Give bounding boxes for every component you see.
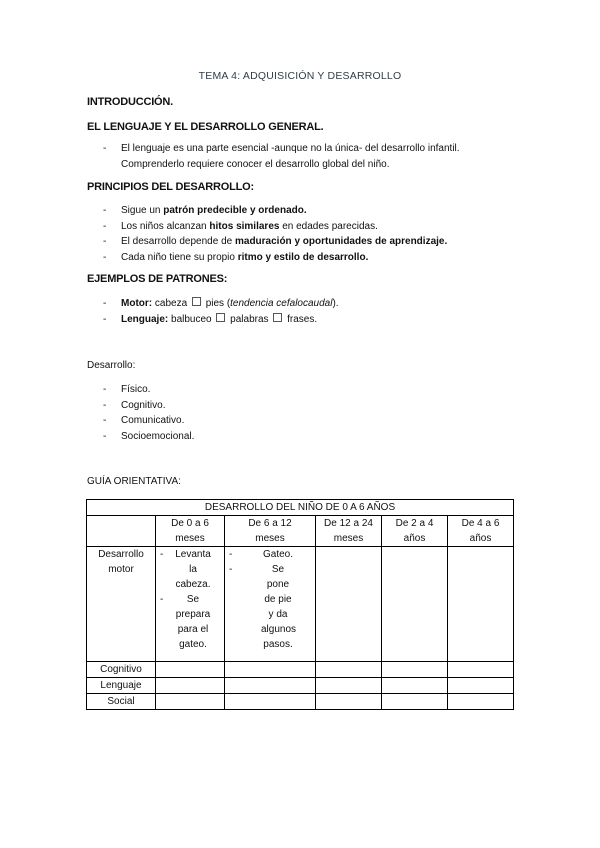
list-item: [103, 296, 339, 312]
principle-text: Los niños alcanzan: [121, 220, 210, 232]
table-cell: [225, 694, 316, 710]
table-row: [87, 678, 514, 694]
table-cell: [316, 547, 382, 662]
arrow-placeholder-icon: [216, 313, 225, 322]
motor-label: Motor:: [121, 298, 153, 309]
table-header: [448, 516, 514, 547]
header-line: meses: [175, 533, 205, 544]
row-label-line: Desarrollo: [98, 549, 144, 560]
table-cell: [316, 694, 382, 710]
principle-text: El desarrollo depende de: [121, 236, 235, 247]
table-cell: [448, 694, 514, 710]
table-cell: [382, 694, 448, 710]
example-text: pies (: [202, 298, 231, 309]
intro-heading: INTRODUCCIÓN.: [87, 96, 174, 108]
general-item-line-1: El lenguaje es una parte esencial -aunque no la única- del desarrollo infantil.: [121, 143, 460, 154]
row-label-cognitive: Cognitivo: [87, 662, 156, 678]
row-label-social: Social: [87, 694, 156, 710]
example-text: ).: [332, 298, 339, 309]
table-header: [382, 516, 448, 547]
example-text: cabeza: [152, 298, 190, 309]
example-text: frases.: [284, 313, 318, 325]
general-heading: EL LENGUAJE Y EL DESARROLLO GENERAL.: [87, 121, 324, 133]
list-item: - Levanta la cabeza.: [156, 547, 224, 592]
header-line: De 0 a 6: [171, 518, 209, 529]
list-item: - Físico.: [103, 382, 194, 398]
development-label: Desarrollo:: [87, 360, 136, 371]
development-table: [86, 499, 514, 710]
table-header-row: [87, 516, 514, 547]
document-title: TEMA 4: ADQUISICIÓN Y DESARROLLO: [198, 70, 402, 82]
table-cell: [156, 662, 225, 678]
list-item: - Se pone de pie y da algunos pasos.: [225, 562, 315, 652]
example-text: palabras: [227, 313, 272, 325]
cell-list: [156, 547, 224, 652]
example-italic: tendencia cefalocaudal: [230, 298, 333, 309]
principle-text: en edades parecidas.: [279, 220, 378, 232]
header-line: De 4 a 6: [461, 518, 500, 529]
table-header-empty: [87, 516, 156, 547]
header-line: años: [469, 533, 492, 544]
table-cell: [316, 662, 382, 678]
row-label-language: Lenguaje: [87, 678, 156, 694]
list-item: - Cognitivo.: [103, 398, 194, 414]
table-cell: [382, 662, 448, 678]
row-label-line: motor: [108, 564, 134, 575]
principle-emphasis: hitos similares: [209, 220, 280, 232]
header-line: De 12 a 24: [324, 518, 373, 529]
header-line: De 6 a 12: [248, 518, 292, 529]
table-row: [87, 547, 514, 662]
table-cell: [156, 694, 225, 710]
list-item: [103, 219, 447, 235]
list-item: [103, 312, 339, 328]
list-item: [103, 250, 447, 266]
list-item: [103, 141, 531, 173]
general-list: [103, 141, 531, 173]
cell-list: [225, 547, 315, 652]
language-label: Lenguaje:: [121, 313, 169, 325]
arrow-placeholder-icon: [273, 313, 282, 322]
general-item-line-2: Comprenderlo requiere conocer el desarrollo global del niño.: [121, 159, 390, 170]
table-row: [87, 694, 514, 710]
table-cell: [225, 547, 316, 662]
example-text: balbuceo: [168, 313, 215, 325]
principles-heading: PRINCIPIOS DEL DESARROLLO:: [87, 181, 254, 193]
principles-list: [103, 203, 447, 265]
list-item: - Gateo.: [225, 547, 315, 562]
development-list: [103, 382, 194, 444]
table-header: [156, 516, 225, 547]
table-cell: [448, 662, 514, 678]
header-line: De 2 a 4: [395, 518, 434, 529]
table-cell: [316, 678, 382, 694]
table-cell: [448, 547, 514, 662]
header-line: meses: [333, 533, 364, 544]
principle-text: Sigue un: [121, 205, 164, 216]
table-cell: [382, 547, 448, 662]
table-cell: [448, 678, 514, 694]
arrow-placeholder-icon: [192, 297, 201, 306]
principle-text: Cada niño tiene su propio: [121, 251, 238, 263]
examples-list: [103, 296, 339, 327]
list-item: [103, 234, 447, 250]
table-cell: [225, 662, 316, 678]
row-label-motor: [87, 547, 156, 662]
table-header: [225, 516, 316, 547]
table-cell: [156, 678, 225, 694]
principle-emphasis: ritmo y estilo de desarrollo.: [237, 251, 369, 263]
table-caption: DESARROLLO DEL NIÑO DE 0 A 6 AÑOS: [87, 500, 514, 516]
list-item: - Socioemocional.: [103, 429, 194, 445]
table-cell: [382, 678, 448, 694]
table-header: [316, 516, 382, 547]
list-item: - Se prepara para el gateo.: [156, 592, 224, 652]
table-cell: [225, 678, 316, 694]
guide-label: GUÍA ORIENTATIVA:: [87, 476, 181, 487]
list-item: - Comunicativo.: [103, 413, 194, 429]
examples-heading: EJEMPLOS DE PATRONES:: [87, 273, 228, 285]
header-line: años: [403, 533, 426, 544]
list-item: [103, 203, 447, 219]
table-row: [87, 662, 514, 678]
header-line: meses: [255, 533, 285, 544]
principle-emphasis: maduración y oportunidades de aprendizaje.: [234, 236, 448, 247]
principle-emphasis: patrón predecible y ordenado.: [163, 205, 307, 216]
table-cell: [156, 547, 225, 662]
